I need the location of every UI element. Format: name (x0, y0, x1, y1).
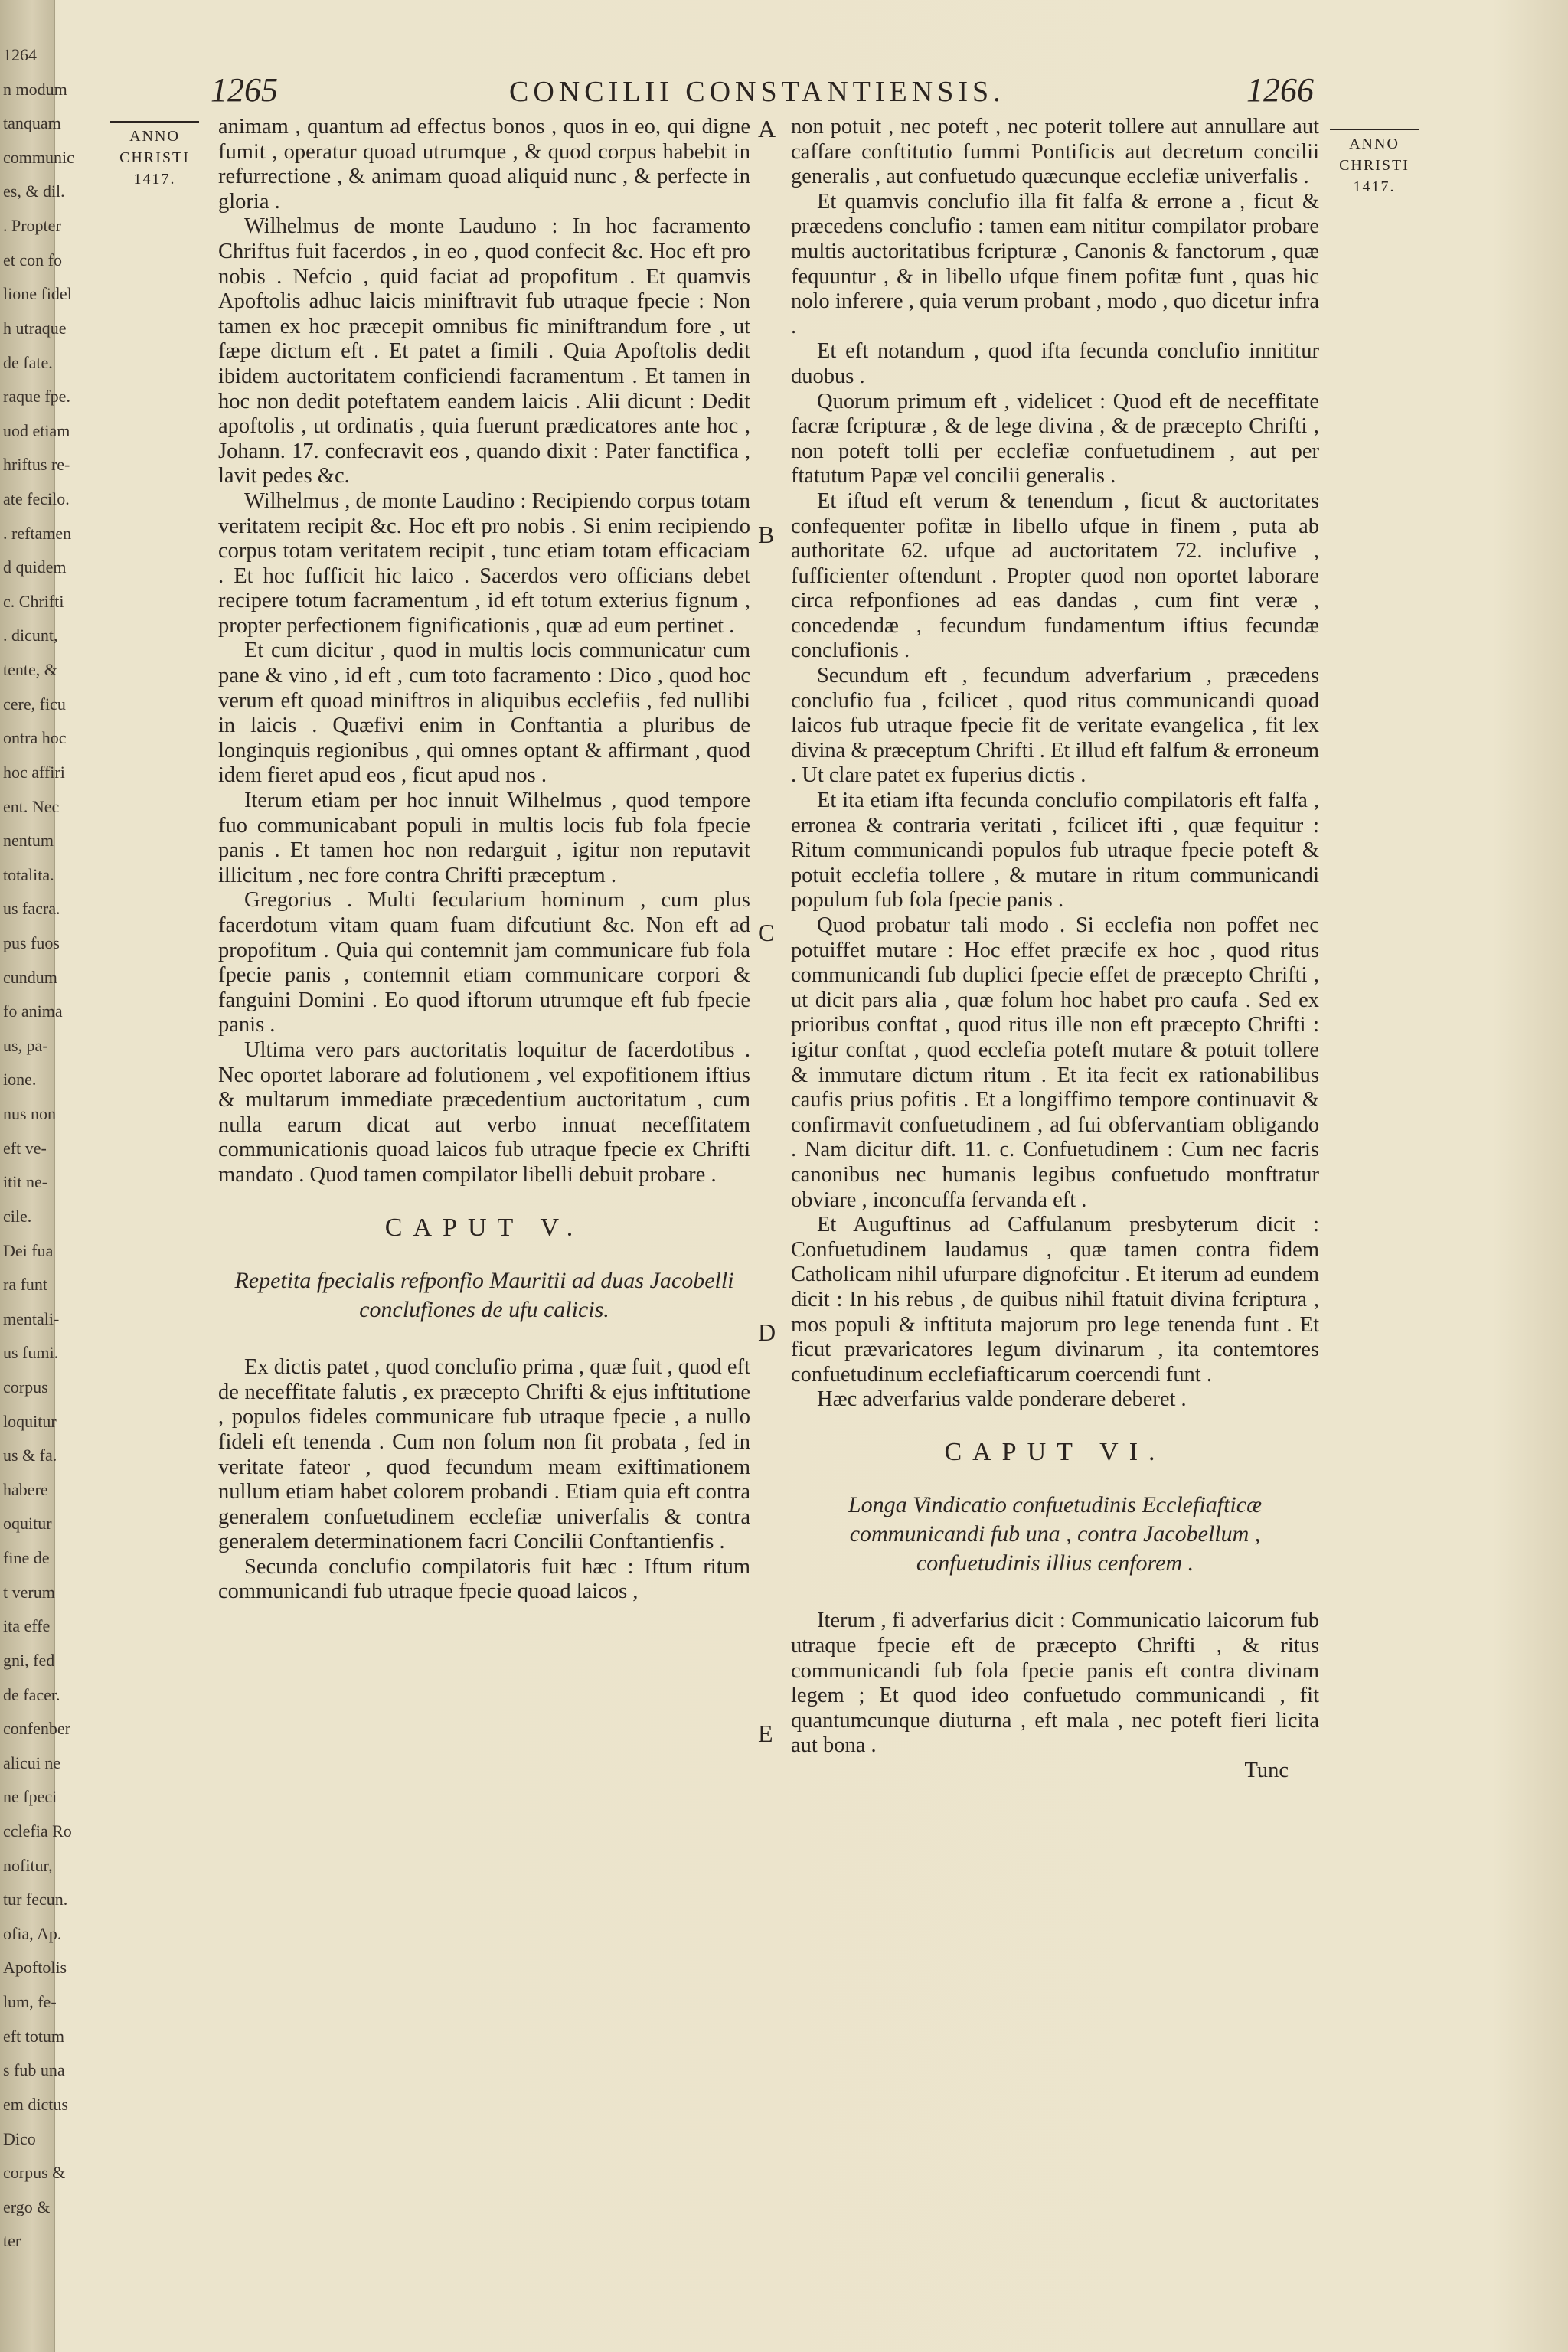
gutter-fragment: pus fuos (3, 933, 60, 952)
paragraph: Et quamvis conclufio illa fit falfa & errone a , ficut & præcedens conclufio : tamen eam nititur compilator probare multis auctoritatibus fcripturæ , Canonis & fanctorum , quæ fequuntur , & in libello ufque finem pofitæ funt , quas hic nolo inferere , quia verum probant , modo , quo dicetur infra . (791, 189, 1319, 338)
gutter-fragment: us facra. (3, 899, 60, 919)
paragraph: Secundum eft , fecundum adverfarium , præcedens conclufio fua , fcilicet , quod ritus communicandi quoad laicos fub utraque fpecie fit de veritate evangelica , fit lex divina & præceptum Chrifti . Et illud eft falfum & erroneum . Ut clare patet ex fuperius dictis . (791, 664, 1319, 788)
paragraph: Et eft notandum , quod ifta fecunda conclufio innititur duobus . (791, 339, 1319, 388)
gutter-fragment: communic (3, 147, 74, 167)
gutter-fragment: d quidem (3, 557, 67, 577)
gutter-fragment: oquitur (3, 1514, 52, 1534)
paragraph: Ultima vero pars auctoritatis loquitur de facerdotibus . Nec oportet laborare ad folutionem , vel expofitionem iftius & multarum immediate præcedentium auctoritatum , cum nulla earum dicat aut verbo innuat neceffitatem communicationis quoad laicos fub utraque fpecie ex Chrifti mandato . Quod tamen compilator libelli debuit probare . (218, 1037, 750, 1187)
gutter-fragment: fo anima (3, 1001, 63, 1021)
gutter-fragment: ter (3, 2231, 21, 2251)
gutter-fragment: fine de (3, 1548, 50, 1568)
gutter-fragment: eft totum (3, 2026, 65, 2046)
gutter-fragment: confenber (3, 1719, 70, 1739)
gutter-fragment: de facer. (3, 1684, 60, 1704)
paragraph: Quod probatur tali modo . Si ecclefia non poffet nec potuiffet mutare : Hoc effet præcife ex hoc , quod ritus communicandi fub duplici fpecie effet de præcepto Chrifti , ut dicit pars alia , quæ folum hoc habet pro caufa . Sed ex prioribus conftat , quod ritus ille non eft præcepto Chrifti : igitur conftat , quod ecclefia poteft mutare & potuit tollere & immutare dictum ritum . Et ita fecit ex rationabilibus caufis prius pofitis . Et a longiffimo tempore continuavit & confirmavit confuetudinem , ad fui obfervantiam obligando . Nam dicitur dift. 11. c. Confuetudinem : Cum nec facris canonibus nec humanis legibus confuetudo monftratur obviare , inconcuffa fervanda eft . (791, 913, 1319, 1212)
gutter-fragment: ne fpeci (3, 1787, 57, 1807)
paragraph: non potuit , nec poteft , nec poterit tollere aut annullare aut caffare conftitutio fummi Pontificis aut decretum concilii generalis , aut confuetudo quæcunque ecclefiæ univerfalis . (791, 115, 1319, 189)
margin-note-line: CHRISTI (1339, 157, 1410, 174)
paragraph: animam , quantum ad effectus bonos , quos in eo, qui digne fumit , operatur quoad utrumque , & quod corpus habebit in refurrectione , & animam quoad aliquid nunc , & perfecte in gloria . (218, 115, 750, 214)
margin-note-line: 1417. (1353, 178, 1396, 195)
chapter-title: Longa Vindicatio confuetudinis Ecclefiafticæ communicandi fub una , contra Jacobellum , confuetudinis illius cenforem . (848, 1492, 1263, 1576)
paragraph: Et Auguftinus ad Caffulanum presbyterum dicit : Confuetudinem laudamus , quæ tamen contra fidem Catholicam nihil ufurpare dignofcitur . Et iterum ad eundem dicit : In his rebus , de quibus nihil ftatuit divina fcriptura , mos populi & inftituta majorum pro lege tenenda funt . Et ficut prævaricatores legum divinarum , ita contemtores confuetudinum ecclefiafticarum coercendi funt . (791, 1213, 1319, 1387)
gutter-fragment: s fub una (3, 2060, 65, 2080)
gutter-fragment: us, pa- (3, 1035, 48, 1055)
gutter-fragment: ent. Nec (3, 796, 60, 816)
section-letter-c: C (758, 919, 775, 946)
page-number-left: 1265 (211, 71, 278, 109)
gutter-fragment: cundum (3, 967, 57, 987)
paragraph: Et ita etiam ifta fecunda conclufio compilatoris eft falfa , erronea & contraria veritati , fcilicet ifti , quæ fequitur : Ritum communicandi populos fub utraque fpecie poteft & potuit ecclefia tollere , & mutare in ritum communicandi populum fub fola fpecie panis . (791, 789, 1319, 913)
gutter-fragment: tente, & (3, 660, 57, 680)
margin-note-line: 1417. (133, 171, 176, 188)
paragraph: Gregorius . Multi fecularium hominum , cum plus facerdotum vitam quam fuam difcutiunt &c. Non eft ad propofitum . Quia qui contemnit jam communicare fub fola fpecie panis , contemnit etiam communicare corpori & fanguini Domini . Eo quod iftorum utrumque eft fub fpecie panis . (218, 888, 750, 1037)
paragraph: Quorum primum eft , videlicet : Quod eft de neceffitate facræ fcripturæ , & de lege divina , & de præcepto Chrifti , non poteft tolli per ecclefiæ confuetudinem , aut per ftatutum Papæ vel concilii generalis . (791, 389, 1319, 488)
paragraph: Iterum etiam per hoc innuit Wilhelmus , quod tempore fuo communicabant populi in multis locis fub fola fpecie panis . Et tamen hoc non redarguit , igitur non reputavit illicitum , nec fore contra Chrifti præceptum . (218, 789, 750, 887)
gutter-fragment: nentum (3, 831, 54, 851)
catchword: Tunc (1244, 1759, 1289, 1783)
gutter-fragment: totalita. (3, 864, 54, 884)
gutter-fragment: mentali- (3, 1308, 60, 1328)
gutter-fragment: corpus & (3, 2163, 66, 2183)
margin-note-line: ANNO (129, 128, 180, 145)
gutter-fragment: cile. (3, 1206, 32, 1226)
gutter-fragment: h utraque (3, 318, 67, 338)
gutter-fragment: tanquam (3, 113, 61, 133)
margin-note-line: CHRISTI (119, 149, 190, 166)
margin-note-left (110, 121, 199, 190)
paragraph: Iterum , fi adverfarius dicit : Communicatio laicorum fub utraque fpecie eft de præcepto Chrifti , & ritus communicandi fub fola fpecie panis eft contra divinam legem ; Et quod ideo confuetudo communicandi , fit quantumcunque diuturna , eft mala , nec poteft fieri licita aut bona . (791, 1609, 1319, 1758)
gutter-fragment: ita effe (3, 1616, 51, 1636)
gutter-fragment: hriftus re- (3, 455, 70, 475)
gutter-fragment: Dei fua (3, 1240, 54, 1260)
gutter-fragment: Apoftolis (3, 1958, 67, 1978)
gutter-fragment: 1264 (3, 45, 37, 64)
section-letter-d: D (758, 1318, 776, 1346)
gutter-fragment: c. Chrifti (3, 591, 64, 611)
gutter-fragment: . dicunt, (3, 626, 58, 645)
chapter-heading: CAPUT V. (384, 1213, 584, 1242)
gutter-fragment: et con fo (3, 250, 62, 270)
paragraph: Secunda conclufio compilatoris fuit hæc : Iftum ritum communicandi fub utraque fpecie quoad laicos , (218, 1554, 750, 1604)
gutter-fragment: em dictus (3, 2094, 68, 2114)
chapter-heading: CAPUT VI. (944, 1437, 1166, 1466)
gutter-fragment: ate fecilo. (3, 489, 70, 508)
gutter-fragment: loquitur (3, 1411, 57, 1431)
gutter-fragment: uod etiam (3, 420, 70, 440)
section-letter-a: A (758, 115, 776, 142)
gutter-fragment: tur fecun. (3, 1890, 68, 1909)
gutter-fragment: de fate. (3, 352, 53, 372)
left-column (218, 115, 750, 1605)
paragraph: Ex dictis patet , quod conclufio prima , quæ fuit , quod eft de neceffitate falutis , ex præcepto Chrifti & ejus inftitutione , populos fideles communicare fub utraque fpecie , a nullo fideli eft tenenda . Cum non folum non fit probata , fed in veritate fateor , quod fecundum meam exiftimationem nullum etiam habet colorem probandi . Etiam quia eft contra generalem confuetudinem ecclefiæ univerfalis & contra generalem determinationem facri Concilii Conftantienfis . (218, 1355, 750, 1554)
paragraph: Et cum dicitur , quod in multis locis communicatur cum pane & vino , id eft , cum toto facramento : Dico , quod hoc verum eft quoad miniftros in aliquibus ecclefiis , fed nullibi in laicis . Quæfivi enim in Conftantia a pluribus de longinquis regionibus , qui omnes optant & affirmant , quod idem fieret apud eos , ficut apud nos . (218, 639, 750, 788)
gutter-fragment: lum, fe- (3, 1992, 57, 2012)
gutter-fragment: ofia, Ap. (3, 1923, 62, 1943)
gutter-fragment: ontra hoc (3, 728, 67, 748)
gutter-fragment: alicui ne (3, 1753, 61, 1772)
gutter-fragment: us & fa. (3, 1446, 57, 1465)
gutter-fragment: us fumi. (3, 1343, 59, 1363)
facing-page-gutter (0, 0, 74, 2352)
gutter-fragment: nus non (3, 1104, 57, 1124)
gutter-fragment: lione fidel (3, 284, 72, 304)
gutter-fragment: habere (3, 1479, 48, 1499)
margin-note-right (1330, 129, 1419, 198)
running-head (0, 70, 1568, 116)
margin-note-line: ANNO (1349, 136, 1400, 152)
paragraph: Et iftud eft verum & tenendum , ficut & auctoritates confequenter pofitæ in libello ufque in finem , puta ab authoritate 62. ufque ad auctoritatem 72. inclufive , fufficienter oftendunt . Propter quod non oportet laborare circa refponfiones ad eas dandas , cum fint veræ , concedendæ , fecundum fundamentum iftius fecundæ conclufionis . (791, 488, 1319, 663)
gutter-fragment: eft ve- (3, 1138, 47, 1158)
gutter-fragment: . Propter (3, 216, 61, 236)
gutter-fragment: corpus (3, 1377, 48, 1396)
gutter-fragment: Dico (3, 2128, 36, 2148)
gutter-fragment: cclefia Ro (3, 1821, 72, 1841)
gutter-fragment: t verum (3, 1582, 55, 1602)
gutter-fragment: itit ne- (3, 1172, 48, 1192)
gutter-fragment: n modum (3, 79, 67, 99)
paragraph: Wilhelmus , de monte Laudino : Recipiendo corpus totam veritatem recipit &c. Hoc eft pro nobis . Si enim recipiendo corpus totam veritatem recipit , tunc etiam totam efficaciam . Et hoc fufficit hic laico . Sacerdos vero officians debet recipere totum facramentum , id eft totum exterius fignum , propter perfectionem fignificationis , quæ ad eum pertinet . (218, 488, 750, 638)
gutter-fragment: raque fpe. (3, 387, 70, 407)
gutter-fragment: cere, ficu (3, 694, 66, 714)
paragraph: Wilhelmus de monte Lauduno : In hoc facramento Chriftus fuit facerdos , in eo , quod confecit &c. Hoc eft pro nobis . Nefcio , quid faciat ad propofitum . Et quamvis Apoftolis adhuc laicis miniftravit fub utraque fpecie : Non tamen ex hoc præcepit omnibus fic miniftrandum fore , ut fæpe dictum eft . Et patet a fimili . Quia Apoftolis dedit ibidem auctoritatem conficiendi facramentum . Et tamen in hoc non dedit poteftatem eandem laicis . Alii dicunt : Dedit apoftolis , ut ordinatis , quia fuerunt prædicatores ante hoc , Johann. 17. confecravit eos , quando dixit : Pater fanctifica , lavit pedes &c. (218, 214, 750, 488)
gutter-fragment: . reftamen (3, 523, 72, 543)
paragraph: Hæc adverfarius valde ponderare deberet . (817, 1387, 1187, 1412)
right-column (791, 115, 1319, 1784)
chapter-title: Repetita fpecialis refponfio Mauritii ad duas Jacobelli conclufiones de ufu calicis. (234, 1268, 734, 1323)
running-title: CONCILII CONSTANTIENSIS. (509, 76, 1005, 108)
gutter-fragment: nofitur, (3, 1855, 53, 1875)
gutter-fragment: ra funt (3, 1275, 48, 1295)
gutter-fragment: es, & dil. (3, 181, 65, 201)
section-letter-e: E (758, 1720, 773, 1747)
page-number-right: 1266 (1246, 71, 1314, 109)
gutter-fragment: ione. (3, 1070, 37, 1089)
gutter-fragment: ergo & (3, 2197, 51, 2216)
gutter-fragment: gni, fed (3, 1650, 55, 1670)
gutter-fragment: hoc affiri (3, 762, 65, 782)
section-letter-b: B (758, 521, 775, 548)
